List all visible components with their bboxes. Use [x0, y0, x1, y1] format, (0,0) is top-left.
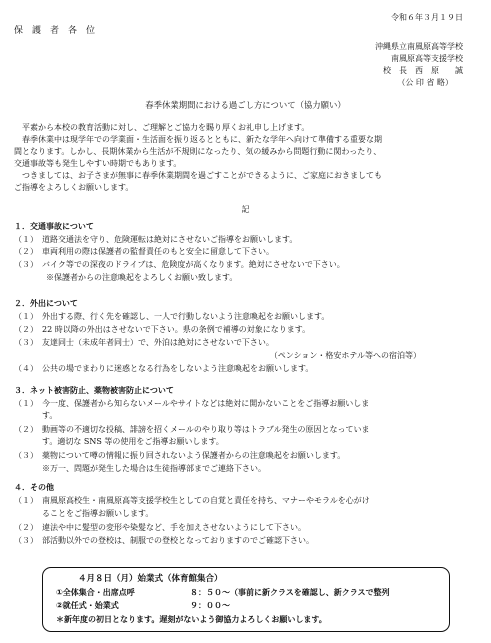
document-title: 春季休業期間における過ごし方について（協力願い） — [145, 100, 346, 110]
section-item: （２） 車両利用の際は保護者の監督責任のもと安全に留意して下さい。 — [14, 247, 274, 256]
schedule-heading: ４月８日（月）始業式（体育館集合） — [78, 574, 223, 584]
section-item: （３） 薬物について噂の情報に振り回されないよう保護者からの注意喚起をお願いします。 — [14, 451, 346, 460]
intro-line: つきましては、お子さまが無事に春季休業期間を過ごすことができるように、ご家庭におきましても — [22, 171, 382, 180]
section-heading: ２．外出について — [14, 299, 78, 308]
schedule-row-value: ９：００～ — [190, 601, 230, 610]
ki-marker: 記 — [241, 205, 250, 214]
schedule-note: ＊新年度の初日となります。遅刻がないよう御協力よろしくお願いします。 — [56, 615, 327, 624]
section-heading: ４．その他 — [14, 483, 54, 492]
section-item: （１） 今一度、保護者から知らないメールやサイトなどは絶対に開かないことをご指導お願いしま — [14, 399, 370, 408]
section-item: （３） 部活動以外での登校は、制服での登校となっておりますのでご確認下さい。 — [14, 536, 314, 545]
schedule-row-label: ①全体集合・出席点呼 — [56, 588, 135, 597]
section-item-note: （ペンション・格安ホテル等への宿泊等） — [269, 351, 421, 360]
section-item-continued: す。適切な SNS 等の使用をご指導お願いします。 — [42, 437, 224, 446]
intro-line: 春季休業中は現学年での学業面・生活面を振り返るとともに、新たな学年へ向けて準備する重要な期 — [22, 135, 382, 144]
section-item: （４） 公共の場でまわりに迷惑となる行為をしないよう注意喚起をお願いします。 — [14, 364, 314, 373]
schedule-row-label: ②就任式・始業式 — [56, 601, 119, 610]
section-item: （２） 動画等の不適切な投稿、誹謗を招くメールのやり取り等はトラブル発生の原因となっていま — [14, 425, 370, 434]
section-item: （２） 違法や中に髪型の変形や染髪など、手を加えさせないようにして下さい。 — [14, 523, 306, 532]
document-date: 令和６年３月１９日 — [391, 13, 463, 22]
section-item-continued: ることをご指導お願いします。 — [42, 509, 154, 518]
schedule-row-value: ８：５０～（事前に新クラスを確認し、新クラスで整列 — [190, 588, 390, 597]
intro-line: 交通事故等も発生しやすい時期でもあります。 — [14, 159, 182, 168]
section-item: （３） バイク等での深夜のドライブは、危険度が高くなります。絶対にさせないで下さい。 — [14, 260, 345, 269]
section-item: （１） 南風原高校生・南風原高等支援学校生としての自覚と責任を持ち、マナーやモラルを心がけ — [14, 496, 370, 505]
section-heading: １．交通事故について — [14, 222, 94, 231]
section-item: （１） 道路交通法を守り、危険運転は絶対にさせないご指導をお願いします。 — [14, 235, 298, 244]
section-heading: ３．ネット被害防止、薬物被害防止について — [14, 386, 174, 395]
section-item: （３） 友達同士（未成年者同士）で、外泊は絶対にさせないで下さい。 — [14, 338, 274, 347]
intro-line: 間となります。しかし、長期休業から生活が不規則になったり、気の緩みから問題行動に関わったり、 — [14, 147, 382, 156]
section-item: （１） 外出する際、行く先を確認し、一人で行動しないよう注意喚起をお願いします。 — [14, 312, 330, 321]
seal-omitted-note: （公 印 省 略） — [397, 78, 453, 87]
section-note: ※保護者からの注意喚起をよろしくお願い致します。 — [30, 273, 238, 282]
issuer-principal: 校 長 西 原 誠 — [383, 66, 463, 75]
section-item: （２） 22 時以降の外出はさせないで下さい。県の条例で補導の対象になります。 — [14, 325, 311, 334]
issuer-school-1: 沖縄県立南風原高等学校 — [375, 42, 463, 51]
intro-line: ご指導をよろしくお願いします。 — [14, 183, 134, 192]
section-note: ※万一、問題が発生した場合は生徒指導部までご連絡下さい。 — [42, 464, 266, 473]
section-item-continued: す。 — [42, 411, 58, 420]
intro-line: 平素から本校の教育活動に対し、ご理解とご協力を賜り厚くお礼申し上げます。 — [22, 123, 310, 132]
issuer-school-2: 南風原高等支援学校 — [391, 54, 463, 63]
addressee: 保 護 者 各 位 — [14, 26, 96, 36]
